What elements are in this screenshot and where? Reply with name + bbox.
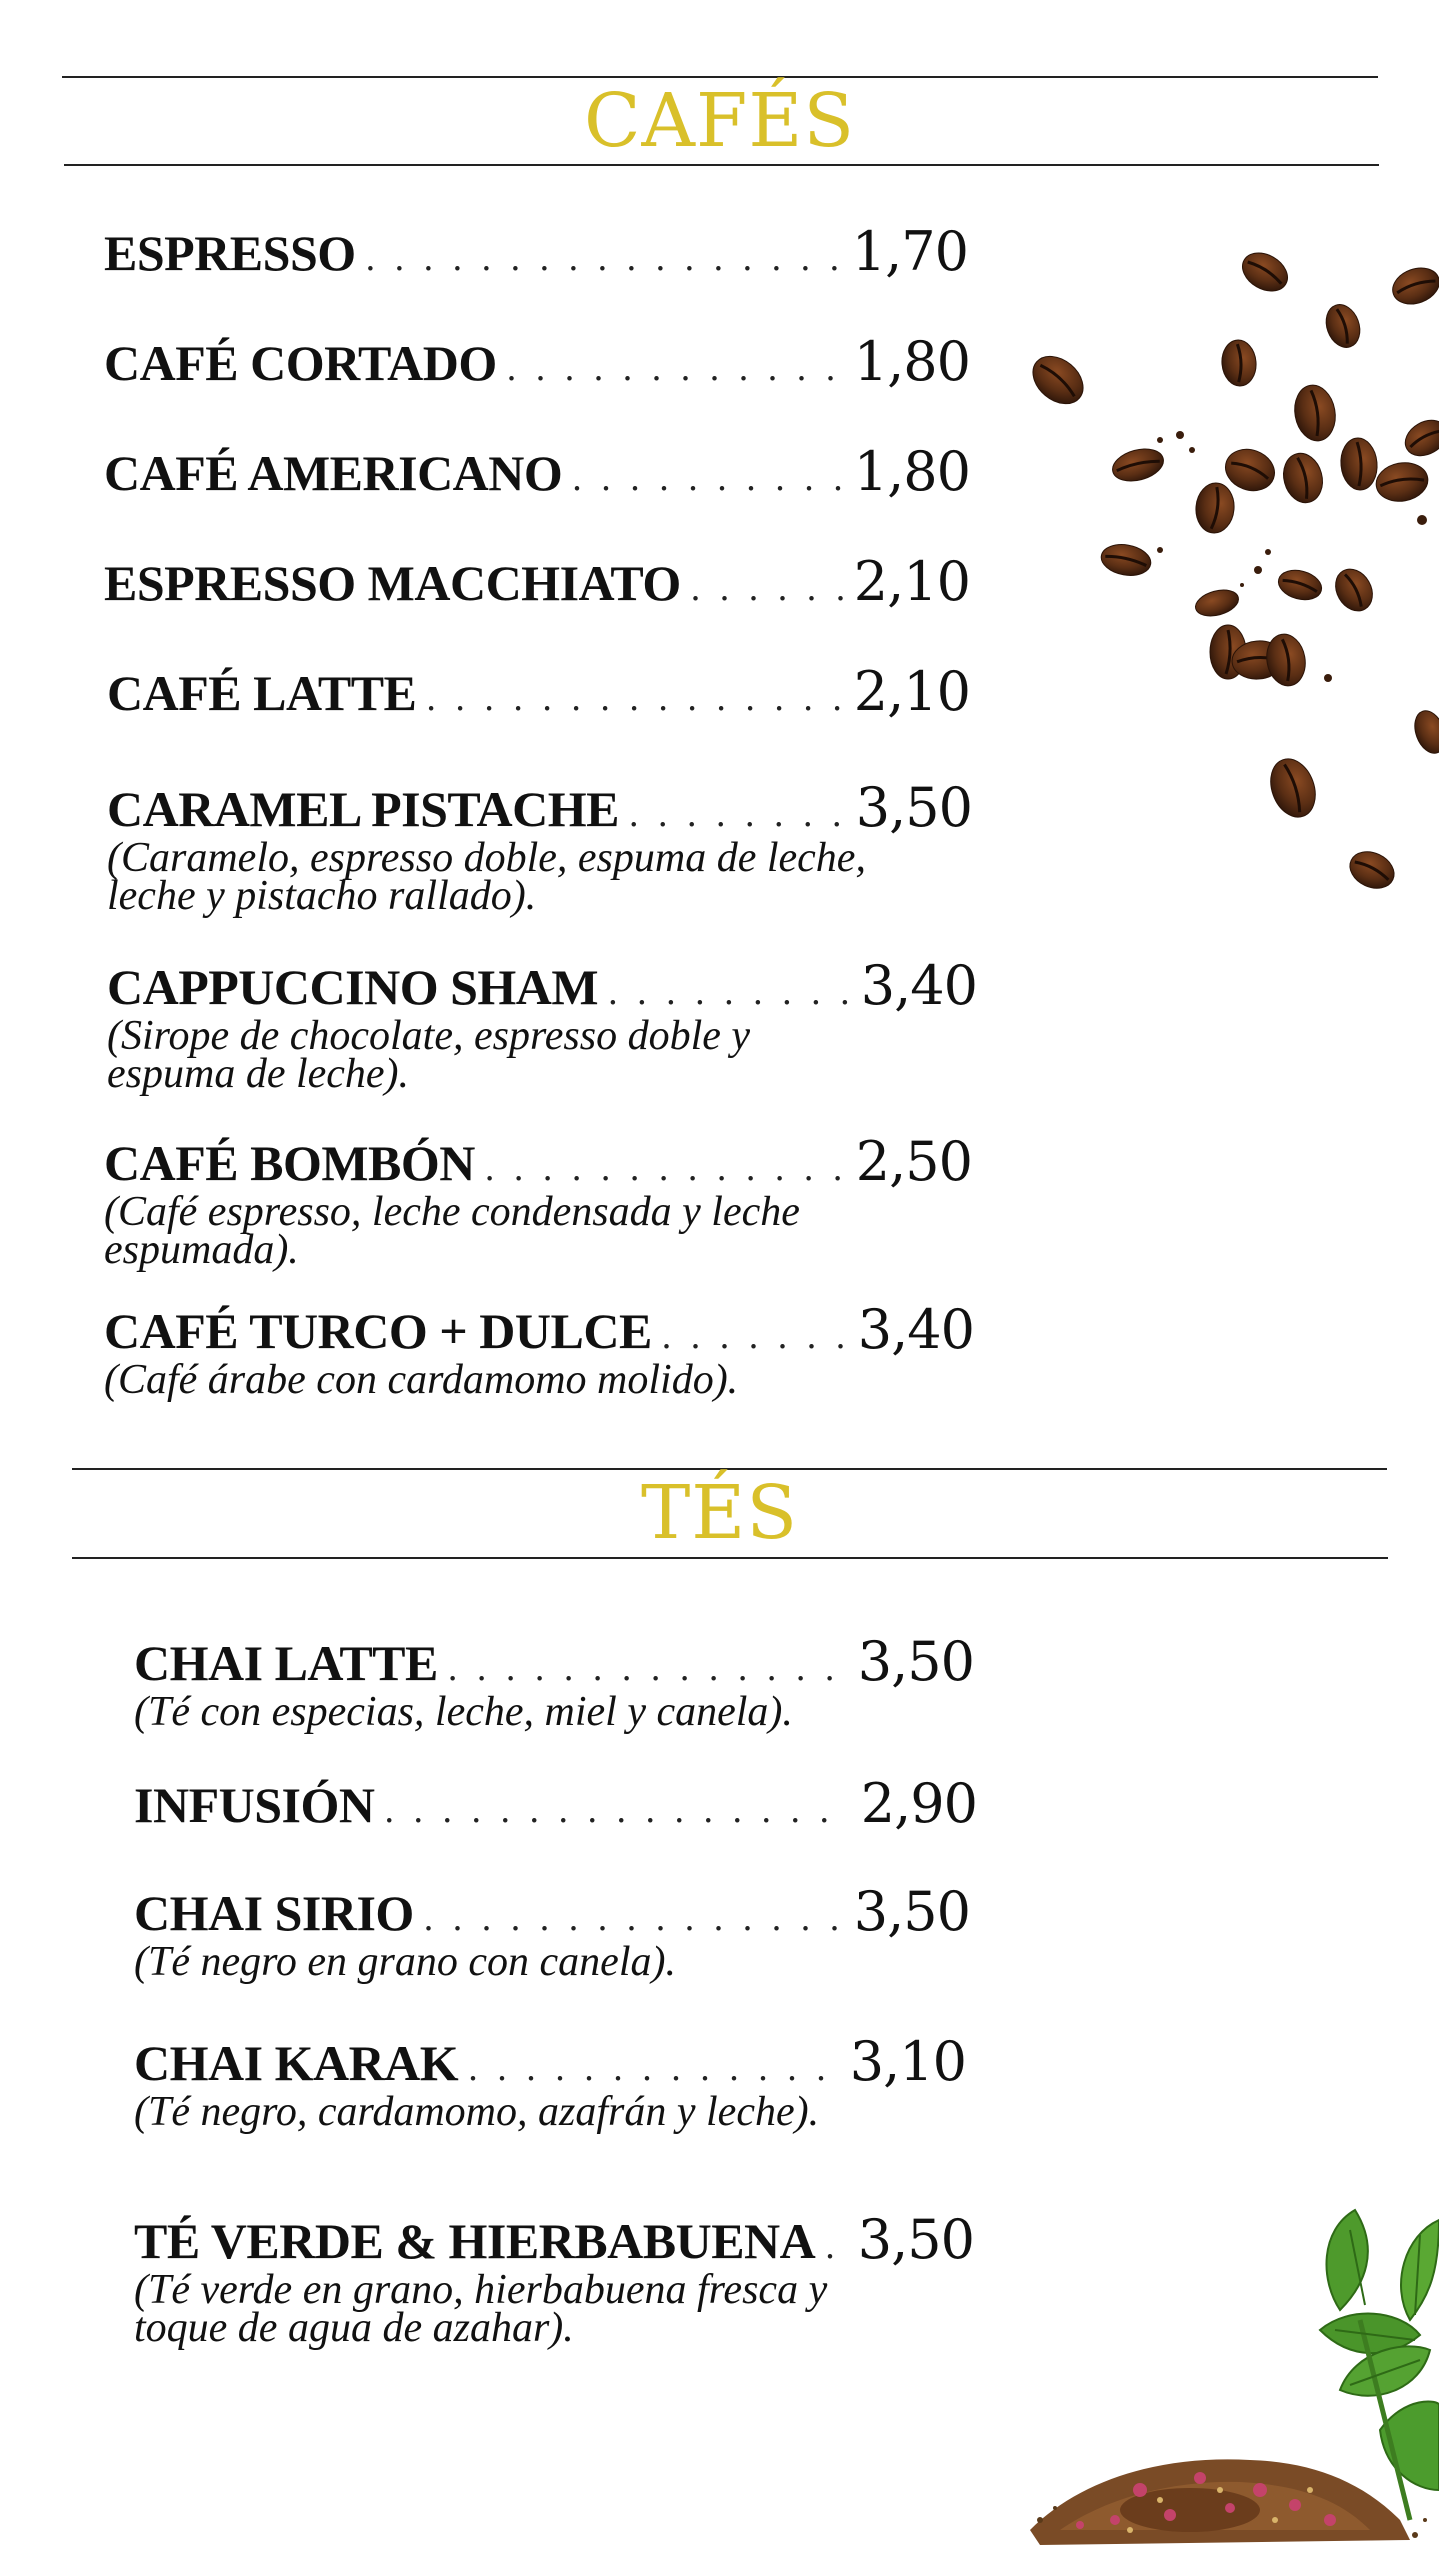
item-price: 3,40 bbox=[860, 954, 977, 1017]
menu-item bbox=[104, 1130, 972, 1273]
leader-dots bbox=[366, 236, 842, 280]
menu-item bbox=[107, 954, 977, 1097]
item-price: 3,50 bbox=[853, 1880, 970, 1943]
tes-title: TÉS bbox=[640, 1470, 799, 1556]
item-name: CARAMEL PISTACHE bbox=[107, 781, 619, 837]
leader-dots bbox=[485, 1146, 846, 1190]
mint-leaves bbox=[1320, 2210, 1439, 2520]
item-name: CAFÉ AMERICANO bbox=[104, 445, 563, 501]
bean-group bbox=[1024, 245, 1439, 895]
item-name: ESPRESSO bbox=[104, 225, 356, 281]
item-name: ESPRESSO MACCHIATO bbox=[104, 555, 681, 611]
menu-item bbox=[134, 1880, 970, 1985]
item-name: CAPPUCCINO SHAM bbox=[107, 959, 599, 1015]
item-description: (Café árabe con cardamomo molido). bbox=[104, 1357, 739, 1403]
item-name: CAFÉ BOMBÓN bbox=[104, 1135, 475, 1191]
item-price: 3,40 bbox=[857, 1298, 974, 1361]
menu-item bbox=[104, 1298, 974, 1403]
leader-dots bbox=[468, 2046, 840, 2090]
coffee-beans-icon bbox=[1010, 230, 1439, 910]
item-description: (Café espresso, leche condensada y leche espumada). bbox=[104, 1189, 800, 1273]
item-name: INFUSIÓN bbox=[134, 1777, 375, 1833]
leader-dots bbox=[507, 346, 844, 390]
leader-dots bbox=[424, 1896, 844, 1940]
item-description: (Té verde en grano, hierbabuena fresca y toque de agua de azahar). bbox=[134, 2267, 828, 2351]
item-name: TÉ VERDE & HIERBABUENA bbox=[134, 2213, 816, 2269]
item-name: CAFÉ CORTADO bbox=[104, 335, 497, 391]
leader-dots bbox=[572, 456, 843, 500]
menu-item bbox=[104, 220, 968, 283]
item-name: CHAI LATTE bbox=[134, 1635, 438, 1691]
item-description: (Té negro, cardamomo, azafrán y leche). bbox=[134, 2089, 820, 2135]
item-description: (Té negro en grano con canela). bbox=[134, 1939, 676, 1985]
menu-item bbox=[104, 550, 970, 613]
leader-dots bbox=[426, 676, 843, 720]
item-price: 1,70 bbox=[851, 220, 968, 283]
tea-pile bbox=[1030, 2459, 1427, 2545]
menu-item bbox=[104, 330, 970, 393]
leader-dots bbox=[608, 970, 851, 1014]
leader-dots bbox=[691, 566, 844, 610]
menu-item bbox=[134, 1772, 977, 1835]
item-price: 3,50 bbox=[855, 776, 972, 839]
item-name: CAFÉ TURCO + DULCE bbox=[104, 1303, 652, 1359]
leader-dots bbox=[825, 2224, 848, 2268]
item-price: 2,10 bbox=[853, 550, 970, 613]
menu-item bbox=[134, 2208, 974, 2351]
menu-item bbox=[107, 660, 970, 723]
item-description: (Sirope de chocolate, espresso doble y espuma de leche). bbox=[107, 1013, 751, 1097]
tes-bottom-rule bbox=[72, 1557, 1388, 1559]
item-price: 1,80 bbox=[853, 440, 970, 503]
menu-item bbox=[134, 1630, 974, 1735]
cafes-bottom-rule bbox=[64, 164, 1379, 166]
item-price: 3,10 bbox=[849, 2030, 966, 2093]
item-description: (Té con especias, leche, miel y canela). bbox=[134, 1689, 793, 1735]
leader-dots bbox=[629, 792, 846, 836]
item-price: 3,50 bbox=[857, 2208, 974, 2271]
cafes-title: CAFÉS bbox=[583, 78, 856, 164]
item-name: CHAI KARAK bbox=[134, 2035, 459, 2091]
menu-item bbox=[134, 2030, 966, 2135]
item-description: (Caramelo, espresso doble, espuma de leche, leche y pistacho rallado). bbox=[107, 835, 866, 919]
leader-dots bbox=[384, 1788, 850, 1832]
item-name: CAFÉ LATTE bbox=[107, 665, 417, 721]
menu-item bbox=[107, 776, 972, 919]
item-price: 3,50 bbox=[857, 1630, 974, 1693]
item-price: 2,50 bbox=[855, 1130, 972, 1193]
menu-item bbox=[104, 440, 970, 503]
item-name: CHAI SIRIO bbox=[134, 1885, 414, 1941]
item-price: 2,10 bbox=[853, 660, 970, 723]
leader-dots bbox=[662, 1314, 848, 1358]
item-price: 2,90 bbox=[860, 1772, 977, 1835]
mint-tea-leaves-icon bbox=[1020, 2190, 1439, 2560]
item-price: 1,80 bbox=[853, 330, 970, 393]
leader-dots bbox=[448, 1646, 848, 1690]
